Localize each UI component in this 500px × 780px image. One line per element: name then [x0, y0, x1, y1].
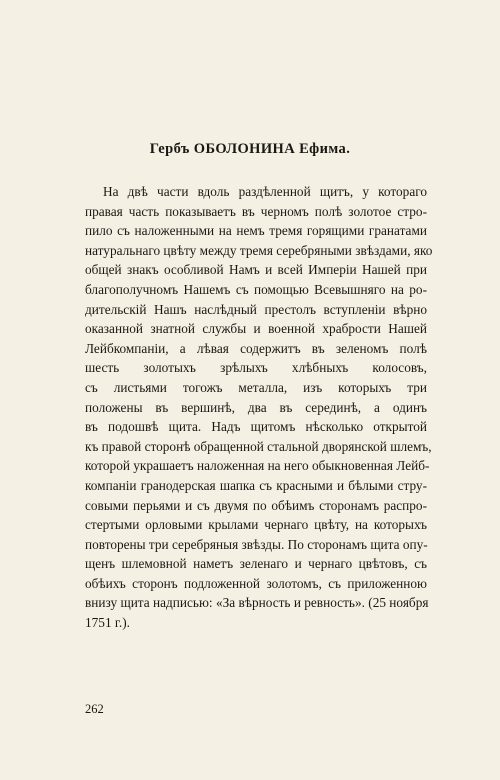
text-line: благополучномъ Нашемъ съ помощью Всевышняго на ро-: [85, 281, 427, 297]
text-line: натуральнаго цвѣту между тремя серебряными звѣздами, яко: [85, 242, 433, 258]
text-line: общей знакъ особливой Намъ и всей Имперіи Нашей при: [85, 262, 427, 278]
text-line: положены въ вершинѣ, два въ серединѣ, а одинъ: [85, 399, 427, 415]
text-line: къ правой сторонѣ обращенной стальной дворянской шлемъ,: [85, 438, 432, 454]
text-line: внизу щита надписью: «За вѣрность и ревность». (25 ноября: [85, 595, 429, 611]
text-line: съ листьями тогожъ металла, изъ которыхъ три: [85, 379, 427, 395]
text-line: шесть золотыхъ зрѣлыхъ хлѣбныхъ колосовъ,: [85, 360, 427, 376]
text-line: оказанной знатной службы и военной храбрости Нашей: [85, 321, 427, 337]
text-line: стертыми орловыми крылами чернаго цвѣту, на которыхъ: [85, 517, 427, 533]
text-line: На двѣ части вдоль раздѣленной щитъ, у котораго: [103, 184, 427, 199]
text-line: компаніи гранодерская шапка съ красными и бѣлыми стру-: [85, 477, 427, 493]
body-text: [85, 182, 433, 633]
text-line: Лейбкомпаніи, а лѣвая содержитъ въ зеленомъ полѣ: [85, 340, 427, 356]
text-line: совыми перьями и съ двумя по обѣимъ сторонамъ распро-: [85, 497, 427, 513]
text-line: которой украшаетъ наложенная на него обыкновенная Лейб-: [85, 458, 430, 474]
page-number: 262: [85, 702, 104, 716]
text-line: обѣихъ сторонъ подложенной золотомъ, съ приложенною: [85, 575, 427, 591]
page-title: Гербъ ОБОЛОНИНА Ефима.: [149, 141, 351, 157]
text-line: дительскій Нашъ наслѣдный престолъ вступленіи вѣрно: [85, 301, 427, 317]
text-line: въ подошвѣ щита. Надъ щитомъ нѣсколько открытой: [85, 419, 427, 435]
text-line: 1751 г.).: [85, 615, 130, 631]
text-line: пило съ наложенными на немъ тремя горящими гранатами: [85, 223, 427, 239]
text-line: повторены три серебряныя звѣзды. По сторонамъ щита опу-: [85, 536, 428, 552]
text-line: щенъ шлемовной наметъ зеленаго и чернаго цвѣтовъ, съ: [85, 556, 427, 572]
text-line: правая часть показываетъ въ черномъ полѣ золотое стро-: [85, 203, 427, 219]
